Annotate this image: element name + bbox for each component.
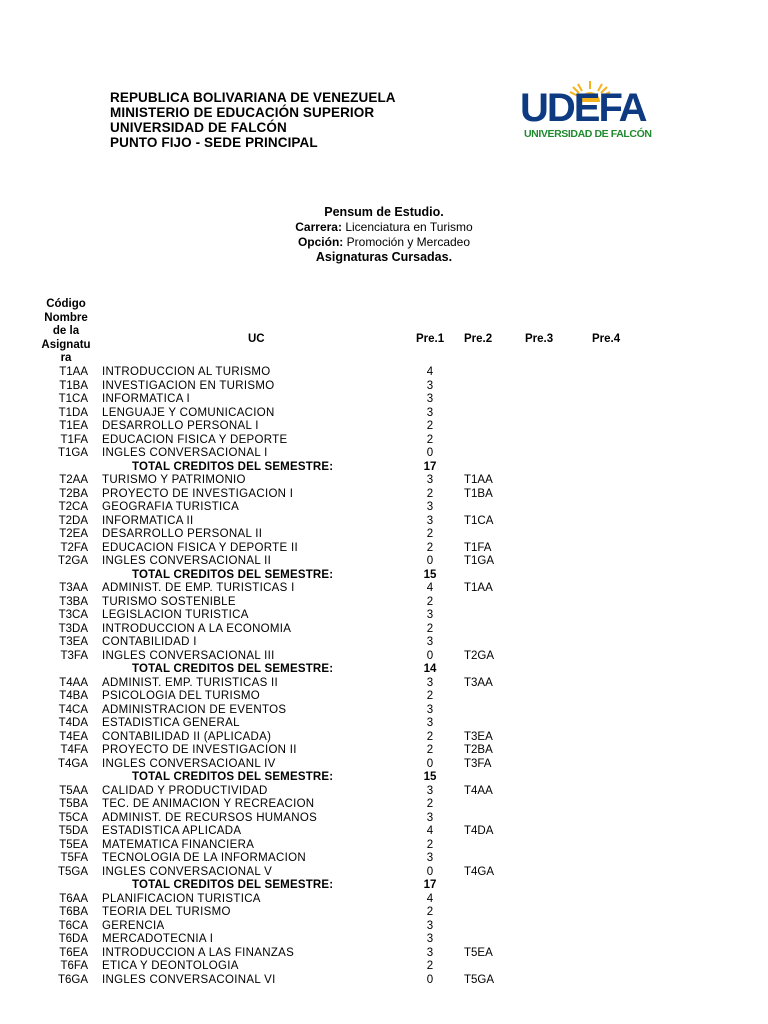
semester-total-label: TOTAL CREDITOS DEL SEMESTRE: [132, 771, 334, 783]
course-credits: 2 [426, 528, 434, 540]
course-name: INTRODUCCION AL TURISMO [102, 366, 271, 378]
course-credits: 2 [426, 420, 434, 432]
course-prereq-1: T4GA [464, 865, 495, 878]
table-row [0, 488, 768, 502]
course-name: ESTADISTICA APLICADA [102, 825, 242, 837]
course-name: INTRODUCCION A LA ECONOMIA [102, 622, 292, 635]
column-header-code-line: de la [52, 325, 80, 337]
course-name: PROYECTO DE INVESTIGACION II [102, 744, 297, 756]
table-row [0, 501, 768, 515]
course-credits: 3 [426, 784, 434, 797]
course-name: LENGUAJE Y COMUNICACION [102, 406, 275, 419]
course-name: ADMINIST. DE EMP. TURISTICAS I [102, 582, 295, 594]
course-name: INFORMATICA II [102, 514, 194, 527]
table-row [0, 407, 768, 421]
course-credits: 4 [426, 366, 434, 378]
course-name: GERENCIA [102, 919, 165, 932]
course-name: TEC. DE ANIMACION Y RECREACION [102, 798, 315, 810]
table-row [0, 758, 768, 772]
course-credits: 0 [426, 649, 434, 662]
course-code: T5EA [59, 838, 88, 851]
course-code: T5FA [60, 852, 88, 864]
semester-total-credits: 15 [423, 771, 437, 783]
header-line-campus: PUNTO FIJO - SEDE PRINCIPAL [110, 135, 318, 150]
course-code: T5AA [59, 784, 88, 797]
semester-total-row [0, 879, 768, 893]
semester-total-row [0, 663, 768, 677]
course-code: T2GA [57, 555, 88, 567]
table-row [0, 474, 768, 488]
document-title: Pensum de Estudio. [324, 205, 444, 219]
course-name: INGLES CONVERSACOINAL VI [102, 973, 276, 986]
career-label: Carrera: [295, 220, 342, 234]
column-header-pre1: Pre.1 [416, 333, 445, 345]
table-row [0, 434, 768, 448]
course-credits: 3 [426, 379, 434, 392]
header-line-republic: REPUBLICA BOLIVARIANA DE VENEZUELA [110, 90, 396, 105]
course-name: CONTABILIDAD I [102, 636, 197, 648]
table-row [0, 555, 768, 569]
course-credits: 3 [426, 636, 434, 648]
course-prereq-1: T3FA [464, 757, 492, 770]
course-code: T3EA [59, 636, 88, 648]
course-credits: 2 [426, 690, 434, 702]
course-credits: 0 [426, 447, 434, 459]
course-code: T3BA [59, 595, 88, 608]
course-credits: 4 [426, 892, 434, 905]
course-code: T6GA [57, 973, 88, 986]
course-prereq-1: T1CA [464, 514, 494, 527]
course-name: LEGISLACION TURISTICA [102, 609, 249, 621]
course-name: ADMINISTRACION DE EVENTOS [102, 703, 287, 716]
course-code: T4DA [58, 717, 88, 729]
course-prereq-1: T1FA [464, 541, 492, 554]
course-code: T4FA [60, 744, 88, 756]
column-header-code-line: Asignatu [41, 338, 91, 351]
course-prereq-1: T3AA [464, 676, 493, 689]
course-prereq-1: T1AA [464, 582, 493, 594]
course-credits: 3 [426, 474, 434, 486]
course-name: ADMINIST. EMP. TURISTICAS II [102, 676, 279, 689]
course-code: T2AA [59, 474, 88, 486]
course-prereq-1: T1GA [464, 555, 495, 567]
table-row [0, 974, 768, 988]
course-code: T3FA [60, 649, 88, 662]
career-value: Licenciatura en Turismo [345, 220, 473, 234]
course-code: T1CA [58, 393, 88, 405]
course-credits: 3 [426, 393, 434, 405]
document-title-block [0, 205, 768, 265]
table-row [0, 798, 768, 812]
course-code: T4BA [59, 690, 88, 702]
course-name: TURISMO Y PATRIMONIO [102, 474, 246, 486]
table-row [0, 839, 768, 853]
table-row [0, 677, 768, 691]
column-header-code-line: Código [46, 298, 86, 310]
course-credits: 3 [426, 933, 434, 945]
course-credits: 0 [426, 865, 434, 878]
table-row [0, 960, 768, 974]
table-row [0, 623, 768, 637]
course-name: TURISMO SOSTENIBLE [102, 595, 236, 608]
table-row [0, 744, 768, 758]
course-code: T6EA [59, 946, 88, 959]
course-credits: 3 [426, 703, 434, 716]
course-code: T6BA [59, 906, 88, 918]
course-prereq-1: T1BA [464, 487, 493, 500]
course-name: GEOGRAFIA TURISTICA [102, 501, 240, 513]
course-code: T2FA [60, 541, 88, 554]
table-row [0, 812, 768, 826]
course-credits: 2 [426, 487, 434, 500]
table-row [0, 785, 768, 799]
table-row [0, 933, 768, 947]
institution-header [110, 90, 396, 150]
course-name: ADMINIST. DE RECURSOS HUMANOS [102, 811, 318, 824]
course-name: CALIDAD Y PRODUCTIVIDAD [102, 784, 268, 797]
option-label: Opción: [297, 235, 344, 249]
course-credits: 3 [426, 676, 434, 689]
table-row [0, 825, 768, 839]
course-credits: 3 [426, 946, 434, 959]
course-code: T3CA [58, 609, 88, 621]
semester-total-credits: 17 [423, 460, 437, 473]
table-row [0, 609, 768, 623]
course-code: T2BA [59, 487, 88, 500]
course-credits: 2 [426, 622, 434, 635]
table-row [0, 893, 768, 907]
course-credits: 2 [426, 906, 434, 918]
table-row [0, 366, 768, 380]
course-name: MATEMATICA FINANCIERA [102, 838, 255, 851]
course-code: T5CA [58, 811, 88, 824]
table-row [0, 690, 768, 704]
course-name: INTRODUCCION A LAS FINANZAS [102, 946, 295, 959]
course-code: T4CA [58, 703, 88, 716]
course-credits: 3 [426, 811, 434, 824]
semester-total-credits: 15 [423, 568, 437, 581]
table-row [0, 515, 768, 529]
course-code: T1GA [57, 447, 88, 459]
course-code: T1DA [58, 406, 88, 419]
course-name: DESARROLLO PERSONAL II [102, 528, 263, 540]
header-line-ministry: MINISTERIO DE EDUCACIÓN SUPERIOR [110, 105, 375, 120]
course-prereq-1: T2BA [464, 744, 493, 756]
course-name: PSICOLOGIA DEL TURISMO [102, 690, 261, 702]
column-header-uc: UC [248, 333, 265, 345]
course-code: T6CA [58, 919, 88, 932]
table-row [0, 636, 768, 650]
table-row [0, 596, 768, 610]
course-credits: 4 [426, 825, 434, 837]
course-credits: 2 [426, 595, 434, 608]
course-code: T2DA [58, 514, 88, 527]
document-subtitle: Asignaturas Cursadas. [315, 250, 453, 264]
table-row [0, 393, 768, 407]
logo-subtitle: UNIVERSIDAD DE FALCÓN [524, 128, 652, 140]
table-row [0, 852, 768, 866]
course-name: TECNOLOGIA DE LA INFORMACION [102, 852, 306, 864]
column-header-pre3: Pre.3 [525, 333, 554, 345]
table-row [0, 947, 768, 961]
semester-total-label: TOTAL CREDITOS DEL SEMESTRE: [132, 568, 334, 581]
table-row [0, 528, 768, 542]
course-code: T6AA [59, 892, 88, 905]
option-line [0, 235, 768, 250]
course-name: MERCADOTECNIA I [102, 933, 214, 945]
course-name: TEORIA DEL TURISMO [102, 906, 231, 918]
course-credits: 2 [426, 744, 434, 756]
column-header-code-line: Nombre [44, 311, 88, 324]
table-row [0, 731, 768, 745]
course-code: T2EA [59, 528, 88, 540]
course-credits: 0 [426, 555, 434, 567]
course-code: T4AA [59, 676, 88, 689]
option-value: Promoción y Mercadeo [346, 235, 471, 249]
course-credits: 3 [426, 852, 434, 864]
course-credits: 2 [426, 960, 434, 972]
course-code: T1AA [59, 366, 88, 378]
course-name: EDUCACION FISICA Y DEPORTE [102, 433, 288, 446]
course-prereq-1: T3EA [464, 730, 493, 743]
logo-wordmark: UDEFA [520, 86, 646, 130]
course-name: INGLES CONVERSACIONAL III [102, 649, 275, 662]
column-header-pre2: Pre.2 [464, 333, 493, 345]
table-row [0, 420, 768, 434]
udefa-logo [520, 78, 665, 142]
table-row [0, 906, 768, 920]
semester-total-row [0, 461, 768, 475]
course-code: T5GA [57, 865, 88, 878]
course-name: INGLES CONVERSACIONAL I [102, 447, 268, 459]
table-row [0, 866, 768, 880]
course-prereq-1: T5GA [464, 973, 495, 986]
course-name: ETICA Y DEONTOLOGIA [102, 960, 239, 972]
table-row [0, 380, 768, 394]
table-row [0, 650, 768, 664]
course-prereq-1: T5EA [464, 946, 493, 959]
semester-total-credits: 17 [423, 879, 437, 891]
course-name: INFORMATICA I [102, 393, 191, 405]
course-credits: 4 [426, 582, 434, 594]
course-credits: 2 [426, 433, 434, 446]
course-credits: 3 [426, 717, 434, 729]
table-row [0, 704, 768, 718]
course-name: PLANIFICACION TURISTICA [102, 892, 261, 905]
course-credits: 3 [426, 919, 434, 932]
table-row [0, 920, 768, 934]
semester-total-label: TOTAL CREDITOS DEL SEMESTRE: [132, 460, 334, 473]
course-credits: 2 [426, 730, 434, 743]
course-name: ESTADISTICA GENERAL [102, 717, 240, 729]
column-header-pre4: Pre.4 [592, 333, 621, 345]
table-row [0, 447, 768, 461]
course-code: T4EA [59, 730, 88, 743]
course-name: INGLES CONVERSACIONAL II [102, 555, 272, 567]
course-code: T6FA [60, 960, 88, 972]
course-name: EDUCACION FISICA Y DEPORTE II [102, 541, 298, 554]
course-credits: 3 [426, 609, 434, 621]
course-table-body [0, 366, 768, 987]
course-code: T4GA [57, 757, 88, 770]
semester-total-row [0, 771, 768, 785]
course-prereq-1: T2GA [464, 649, 495, 662]
course-name: INGLES CONVERSACIONAL V [102, 865, 273, 878]
header-line-university: UNIVERSIDAD DE FALCÓN [110, 120, 287, 135]
course-prereq-1: T4AA [464, 784, 493, 797]
course-credits: 3 [426, 514, 434, 527]
course-code: T1BA [59, 379, 88, 392]
course-name: CONTABILIDAD II (APLICADA) [102, 730, 272, 743]
course-name: INGLES CONVERSACIOANL IV [102, 757, 276, 770]
table-row [0, 542, 768, 556]
course-prereq-1: T1AA [464, 474, 493, 486]
course-name: INVESTIGACION EN TURISMO [102, 379, 275, 392]
course-name: PROYECTO DE INVESTIGACION I [102, 487, 294, 500]
course-credits: 3 [426, 501, 434, 513]
course-code: T6DA [58, 933, 88, 945]
course-credits: 2 [426, 838, 434, 851]
career-line [0, 220, 768, 235]
course-credits: 3 [426, 406, 434, 419]
column-header-code-line: ra [60, 352, 72, 364]
course-credits: 0 [426, 973, 434, 986]
table-row [0, 717, 768, 731]
course-code: T2CA [58, 501, 88, 513]
course-credits: 2 [426, 798, 434, 810]
course-code: T1EA [59, 420, 88, 432]
column-header-code [40, 298, 92, 366]
semester-total-row [0, 569, 768, 583]
course-prereq-1: T4DA [464, 825, 494, 837]
course-credits: 0 [426, 757, 434, 770]
course-code: T3AA [59, 582, 88, 594]
course-credits: 2 [426, 541, 434, 554]
course-code: T1FA [60, 433, 88, 446]
course-code: T5BA [59, 798, 88, 810]
course-code: T3DA [58, 622, 88, 635]
semester-total-credits: 14 [423, 663, 437, 675]
semester-total-label: TOTAL CREDITOS DEL SEMESTRE: [132, 663, 334, 675]
table-row [0, 582, 768, 596]
course-name: DESARROLLO PERSONAL I [102, 420, 259, 432]
table-header [0, 298, 768, 368]
semester-total-label: TOTAL CREDITOS DEL SEMESTRE: [132, 879, 334, 891]
course-code: T5DA [58, 825, 88, 837]
